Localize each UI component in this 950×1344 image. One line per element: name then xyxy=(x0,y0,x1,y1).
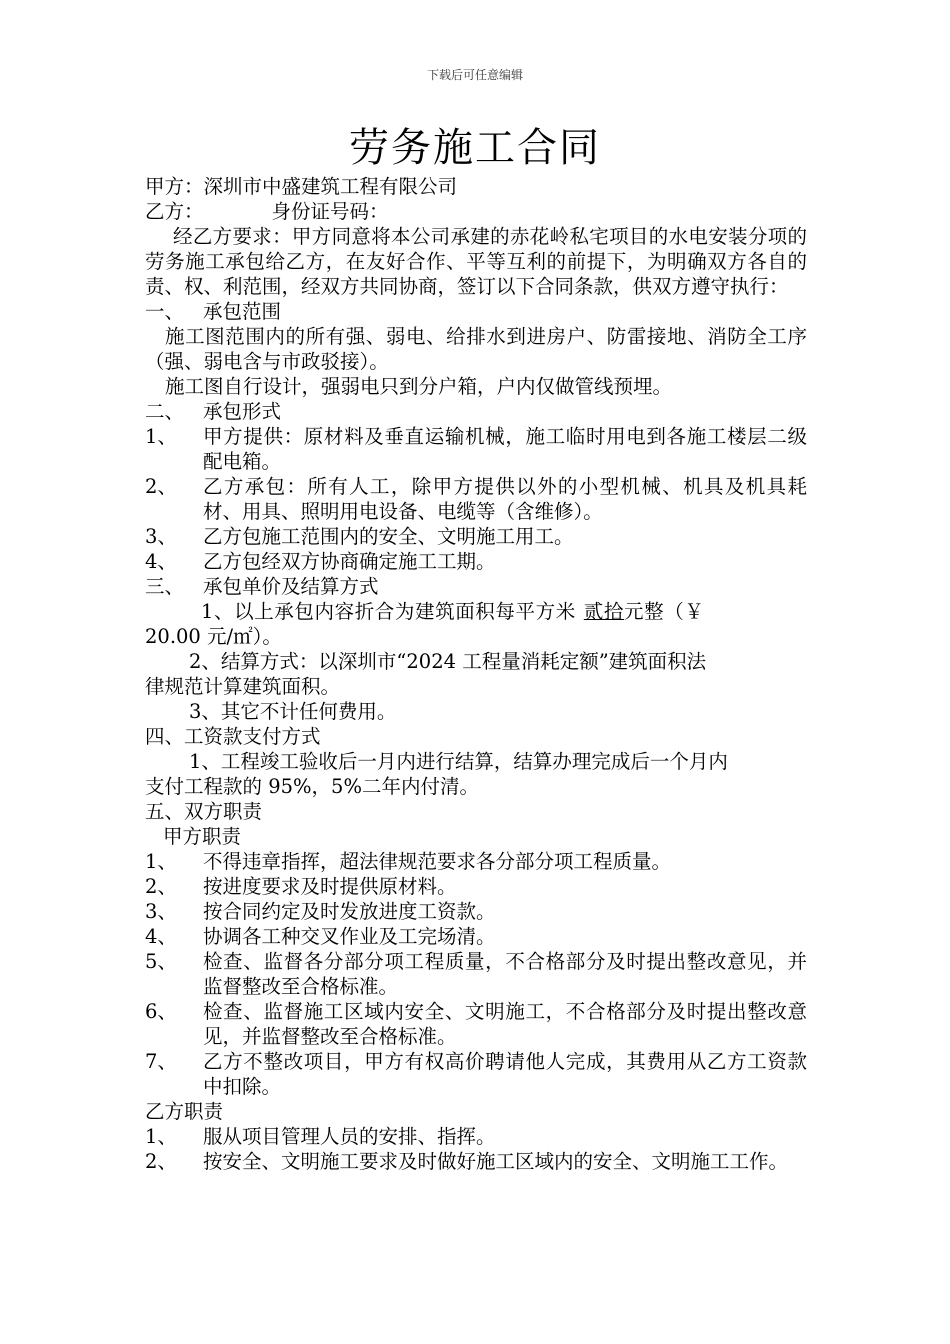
list-item xyxy=(145,899,807,924)
list-item xyxy=(145,874,807,899)
section-title: 承包范围 xyxy=(203,300,282,323)
list-item xyxy=(145,949,807,999)
price-clause-2: 2、结算方式：以深圳市“2024 工程量消耗定额”建筑面积法 xyxy=(189,650,707,673)
price-text-after: 元整（￥ xyxy=(624,600,705,623)
list-item xyxy=(145,549,807,574)
price-clause-1 xyxy=(145,599,807,624)
party-a-line: 甲方：深圳市中盛建筑工程有限公司 xyxy=(145,175,458,198)
item-text: 按合同约定及时发放进度工资款。 xyxy=(203,900,496,923)
price-clause-2-cont: 律规范计算建筑面积。 xyxy=(145,675,341,698)
item-text: 协调各工种交叉作业及工完场清。 xyxy=(203,925,496,948)
header-note: 下载后可任意编辑 xyxy=(426,68,523,82)
section-title: 承包形式 xyxy=(203,400,282,423)
item-text: 按安全、文明施工要求及时做好施工区域内的安全、文明施工工作。 xyxy=(203,1150,789,1173)
item-number: 7、 xyxy=(145,1050,177,1073)
party-b-label: 乙方： xyxy=(145,200,204,223)
item-number: 3、 xyxy=(145,900,177,923)
item-text: 乙方包施工范围内的安全、文明施工用工。 xyxy=(203,525,574,548)
party-a-duties-title: 甲方职责 xyxy=(163,825,242,848)
item-text: 检查、监督施工区域内安全、文明施工，不合格部分及时提出整改意见，并监督整改至合格标准。 xyxy=(203,1000,807,1048)
party-b-line xyxy=(145,199,807,224)
section-heading-scope xyxy=(145,299,807,324)
price-clause-1-cont: 20.00 元/㎡）。 xyxy=(145,625,282,648)
price-text: 1、以上承包内容折合为建筑面积每平方米 xyxy=(201,600,576,623)
list-item xyxy=(145,924,807,949)
contract-body xyxy=(145,174,807,1174)
item-number: 3、 xyxy=(145,525,177,548)
scope-paragraph-1: 施工图范围内的所有强、弱电、给排水到进房户、防雷接地、消防全工序（强、弱电含与市政驳接）。 xyxy=(145,325,807,373)
section-heading-payment: 四、工资款支付方式 xyxy=(145,725,321,748)
intro-paragraph: 经乙方要求：甲方同意将本公司承建的赤花岭私宅项目的水电安装分项的劳务施工承包给乙方，在友好合作、平等互利的前提下，为明确双方各自的责、权、利范围，经双方共同协商，签订以下合同条款，供双方遵守执行： xyxy=(145,225,807,298)
item-number: 1、 xyxy=(145,1125,177,1148)
item-text: 甲方提供：原材料及垂直运输机械，施工临时用电到各施工楼层二级配电箱。 xyxy=(203,425,807,473)
list-item xyxy=(145,424,807,474)
section-heading-duties: 五、双方职责 xyxy=(145,800,263,823)
item-text: 乙方承包：所有人工，除甲方提供以外的小型机械、机具及机具耗材、用具、照明用电设备、电缆等（含维修）。 xyxy=(203,475,807,523)
section-number: 一、 xyxy=(145,300,185,323)
item-number: 4、 xyxy=(145,550,177,573)
item-number: 6、 xyxy=(145,1000,177,1023)
party-b-id-label: 身份证号码： xyxy=(271,200,389,223)
scope-paragraph-2: 施工图自行设计，强弱电只到分户箱，户内仅做管线预埋。 xyxy=(165,375,673,398)
list-item xyxy=(145,849,807,874)
item-number: 4、 xyxy=(145,925,177,948)
item-number: 2、 xyxy=(145,875,177,898)
document-title: 劳务施工合同 xyxy=(349,125,601,171)
list-item xyxy=(145,1149,807,1174)
payment-clause: 1、工程竣工验收后一月内进行结算，结算办理完成后一个月内 xyxy=(189,750,728,773)
section-heading-price xyxy=(145,574,807,599)
item-text: 乙方包经双方协商确定施工工期。 xyxy=(203,550,496,573)
item-text: 不得违章指挥，超法律规范要求各分部分项工程质量。 xyxy=(203,850,672,873)
list-item xyxy=(145,999,807,1049)
price-amount: 贰拾 xyxy=(583,600,625,623)
item-number: 1、 xyxy=(145,850,177,873)
list-item xyxy=(145,524,807,549)
item-text: 按进度要求及时提供原材料。 xyxy=(203,875,457,898)
item-text: 检查、监督各分部分项工程质量，不合格部分及时提出整改意见，并监督整改至合格标准。 xyxy=(203,950,807,998)
price-clause-3: 3、其它不计任何费用。 xyxy=(189,700,397,723)
section-heading-form xyxy=(145,399,807,424)
item-number: 2、 xyxy=(145,475,177,498)
list-item xyxy=(145,1124,807,1149)
item-number: 1、 xyxy=(145,425,177,448)
list-item xyxy=(145,1049,807,1099)
section-title: 承包单价及结算方式 xyxy=(203,575,379,598)
item-text: 服从项目管理人员的安排、指挥。 xyxy=(203,1125,496,1148)
payment-clause-cont: 支付工程款的 95%，5%二年内付清。 xyxy=(145,775,479,798)
list-item xyxy=(145,474,807,524)
section-number: 二、 xyxy=(145,400,185,423)
item-text: 乙方不整改项目，甲方有权高价聘请他人完成，其费用从乙方工资款中扣除。 xyxy=(203,1050,807,1098)
item-number: 2、 xyxy=(145,1150,177,1173)
section-number: 三、 xyxy=(145,575,185,598)
item-number: 5、 xyxy=(145,950,177,973)
party-b-duties-title: 乙方职责 xyxy=(145,1100,224,1123)
